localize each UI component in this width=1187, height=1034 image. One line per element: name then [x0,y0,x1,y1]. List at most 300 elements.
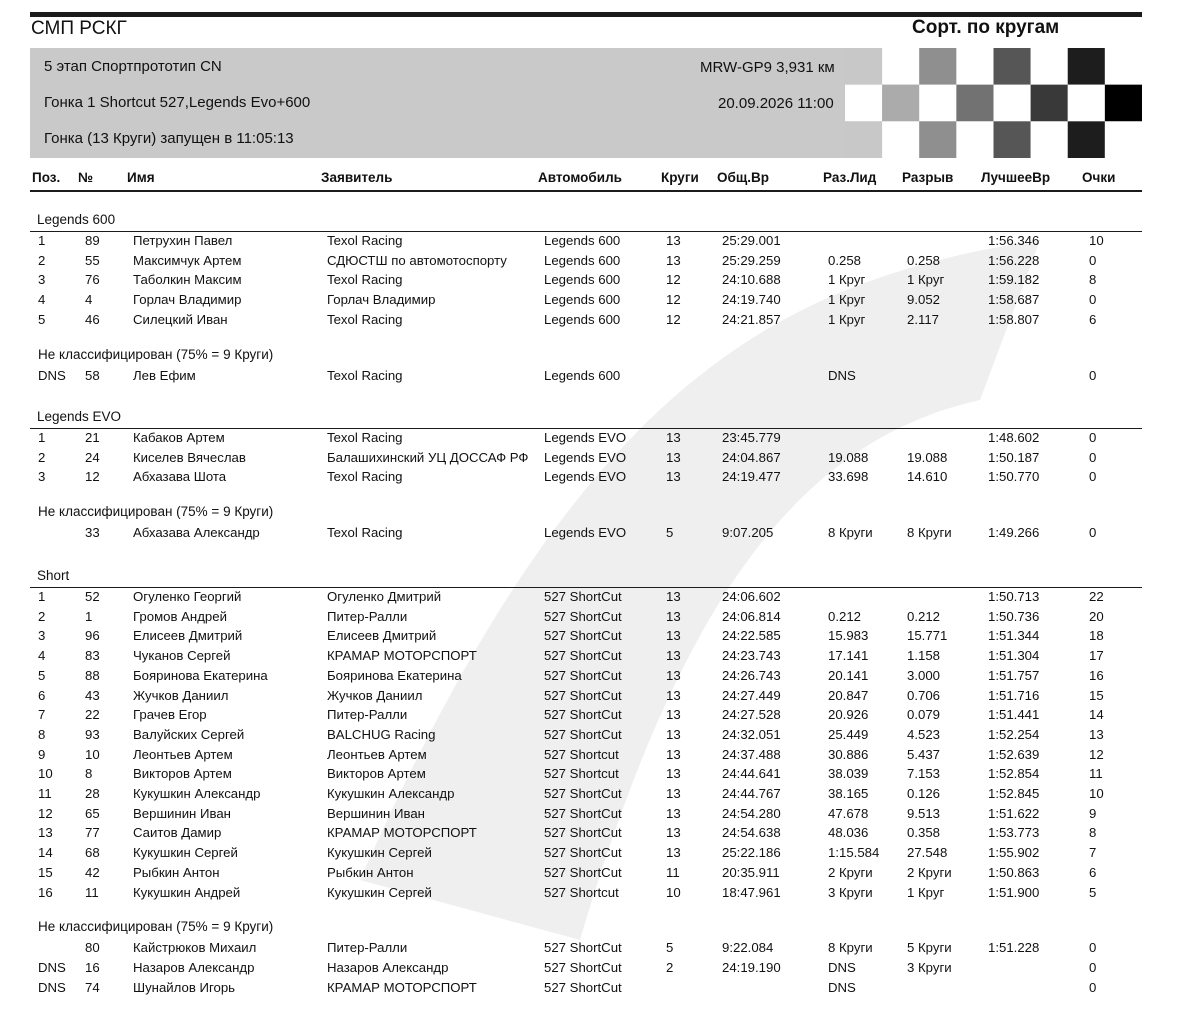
cell-car: 527 ShortCut [544,608,622,624]
cell-driver: Леонтьев Артем [133,746,233,762]
cell-driver: Кукушкин Андрей [133,884,241,900]
cell-entrant: Рыбкин Антон [327,864,414,880]
cell-total-time: 24:10.688 [722,272,781,288]
cell-driver: Петрухин Павел [133,233,233,248]
cell-driver: Кукушкин Сергей [133,845,238,861]
cell-car: Legends 600 [544,292,621,308]
class-rule [30,231,1142,232]
cell-pos: 14 [38,845,53,861]
cell-best-lap: 1:51.304 [988,648,1040,664]
cell-points: 6 [1089,864,1097,880]
cell-total-time: 24:27.528 [722,707,781,723]
col-pos: Поз. [32,170,61,185]
cell-gap: 1.158 [907,648,941,664]
cell-laps: 13 [666,449,681,465]
cell-number: 21 [85,430,100,445]
cell-driver: Лев Ефим [133,367,196,383]
cell-driver: Бояринова Екатерина [133,667,268,683]
checker-square [1031,121,1068,158]
cell-entrant: Балашихинский УЦ ДОССАФ РФ [327,449,529,465]
cell-gap-leader: 0.212 [828,608,862,624]
cell-total-time: 24:54.638 [722,825,781,841]
not-classified-label: Не классифицирован (75% = 9 Круги) [38,346,274,362]
cell-entrant: Вершинин Иван [327,805,425,821]
checker-square [1068,121,1105,158]
cell-laps: 11 [666,864,680,880]
cell-laps: 5 [666,940,674,956]
result-row [0,825,1187,845]
cell-best-lap: 1:55.902 [988,845,1040,861]
cell-laps: 12 [666,292,681,308]
cell-gap-leader: 2 Круги [828,864,873,880]
cell-car: 527 ShortCut [544,864,622,880]
checker-square [919,48,956,85]
cell-car: Legends 600 [544,272,621,288]
cell-driver: Огуленко Георгий [133,589,242,604]
race-info-banner [30,48,1142,158]
cell-car: 527 ShortCut [544,786,622,801]
cell-best-lap: 1:52.854 [988,766,1040,782]
cell-gap-leader: DNS [828,979,856,995]
cell-car: Legends 600 [544,367,621,383]
cell-number: 93 [85,726,100,742]
cell-pos: 10 [38,766,53,782]
cell-points: 5 [1089,884,1097,900]
cell-best-lap: 1:52.639 [988,746,1040,762]
cell-gap-leader: 38.039 [828,766,869,782]
cell-gap: 5.437 [907,746,941,762]
cell-entrant: Горлач Владимир [327,292,436,308]
cell-entrant: Елисеев Дмитрий [327,628,437,644]
cell-car: 527 ShortCut [544,707,622,723]
col-number: № [78,170,94,185]
cell-points: 8 [1089,825,1097,841]
cell-laps: 13 [666,648,681,664]
cell-number: 4 [85,292,93,308]
cell-pos: DNS [38,979,66,995]
cell-laps: 13 [666,726,681,742]
cell-laps: 13 [666,252,681,268]
cell-driver: Шунайлов Игорь [133,979,236,995]
cell-points: 15 [1089,687,1104,703]
cell-gap-leader: 3 Круги [828,884,873,900]
cell-gap: 0.706 [907,687,941,703]
cell-gap: 4.523 [907,726,941,742]
result-row [0,272,1187,292]
not-classified-label: Не классифицирован (75% = 9 Круги) [38,504,274,520]
cell-gap-leader: DNS [828,367,856,383]
cell-gap-leader: 20.847 [828,687,869,703]
not-classified-row [0,960,1187,980]
cell-number: 43 [85,687,100,703]
cell-best-lap: 1:56.346 [988,233,1040,248]
cell-car: Legends EVO [544,449,627,465]
cell-points: 13 [1089,726,1104,742]
cell-total-time: 24:22.585 [722,628,781,644]
cell-entrant: Texol Racing [327,367,403,383]
cell-number: 11 [85,884,99,900]
cell-driver: Киселев Вячеслав [133,449,246,465]
result-row [0,233,1187,253]
cell-number: 65 [85,805,100,821]
cell-gap-leader: 20.926 [828,707,869,723]
cell-gap-leader: 33.698 [828,469,869,485]
cell-entrant: Texol Racing [327,430,403,445]
cell-entrant: Бояринова Екатерина [327,667,462,683]
col-car: Автомобиль [538,170,622,185]
cell-pos: 8 [38,726,46,742]
cell-best-lap: 1:51.344 [988,628,1040,644]
cell-driver: Грачев Егор [133,707,207,723]
cell-entrant: BALCHUG Racing [327,726,436,742]
cell-points: 0 [1089,430,1097,445]
cell-best-lap: 1:49.266 [988,525,1040,541]
cell-gap-leader: DNS [828,959,856,975]
cell-best-lap: 1:51.622 [988,805,1040,821]
cell-total-time: 25:22.186 [722,845,781,861]
cell-car: Legends 600 [544,252,621,268]
cell-laps: 13 [666,746,681,762]
cell-pos: 3 [38,272,46,288]
cell-pos: 2 [38,252,46,268]
cell-total-time: 24:04.867 [722,449,781,465]
result-row [0,766,1187,786]
cell-pos: 3 [38,469,46,485]
cell-best-lap: 1:51.441 [988,707,1040,723]
result-row [0,865,1187,885]
class-title: Legends EVO [37,409,122,424]
cell-gap: 15.771 [907,628,948,644]
cell-pos: 16 [38,884,53,900]
cell-total-time: 24:06.602 [722,589,781,604]
cell-number: 16 [85,959,100,975]
cell-total-time: 25:29.001 [722,233,781,248]
cell-car: Legends EVO [544,430,627,445]
cell-gap: 0.212 [907,608,941,624]
cell-gap-leader: 1 Круг [828,311,866,327]
cell-laps: 13 [666,707,681,723]
cell-total-time: 24:44.641 [722,766,781,782]
cell-best-lap: 1:52.254 [988,726,1040,742]
col-gap: Разрыв [902,170,954,185]
cell-gap: 0.258 [907,252,941,268]
cell-pos: 12 [38,805,53,821]
cell-number: 1 [85,608,93,624]
cell-pos: 13 [38,825,53,841]
race-name: Гонка 1 Shortcut 527,Legends Evo+600 [44,94,311,111]
event-name: 5 этап Спортпрототип CN [44,58,222,75]
cell-pos: 7 [38,707,46,723]
cell-points: 6 [1089,311,1097,327]
cell-entrant: Texol Racing [327,233,403,248]
cell-best-lap: 1:51.757 [988,667,1040,683]
table-header [30,168,1142,192]
cell-points: 14 [1089,707,1104,723]
cell-number: 10 [85,746,100,762]
col-gap-leader: Раз.Лид [823,170,877,185]
cell-points: 0 [1089,449,1097,465]
cell-entrant: КРАМАР МОТОРСПОРТ [327,648,477,664]
cell-number: 89 [85,233,100,248]
cell-gap-leader: 8 Круги [828,940,873,956]
cell-car: 527 ShortCut [544,648,622,664]
cell-pos: 6 [38,687,46,703]
result-row [0,747,1187,767]
cell-total-time: 24:26.743 [722,667,781,683]
cell-total-time: 25:29.259 [722,252,781,268]
cell-points: 0 [1089,252,1097,268]
cell-number: 42 [85,864,100,880]
cell-points: 9 [1089,805,1097,821]
cell-laps: 13 [666,628,681,644]
checker-square [956,85,993,122]
cell-car: 527 ShortCut [544,667,622,683]
cell-car: 527 ShortCut [544,959,622,975]
cell-driver: Максимчук Артем [133,252,242,268]
cell-car: 527 ShortCut [544,589,622,604]
cell-gap: 3 Круги [907,959,952,975]
checker-square [919,85,956,122]
cell-car: 527 ShortCut [544,726,622,742]
cell-driver: Елисеев Дмитрий [133,628,243,644]
cell-points: 12 [1089,746,1104,762]
cell-gap-leader: 20.141 [828,667,869,683]
cell-number: 22 [85,707,100,723]
cell-total-time: 24:06.814 [722,608,781,624]
cell-pos: 2 [38,449,46,465]
cell-driver: Валуйских Сергей [133,726,245,742]
cell-number: 96 [85,628,100,644]
cell-laps: 2 [666,959,674,975]
cell-gap: 1 Круг [907,272,945,288]
cell-driver: Кукушкин Александр [133,786,261,801]
result-row [0,589,1187,609]
cell-laps: 13 [666,469,681,485]
result-row [0,806,1187,826]
col-laps: Круги [661,170,699,185]
cell-best-lap: 1:58.807 [988,311,1040,327]
cell-points: 22 [1089,589,1104,604]
cell-total-time: 9:22.084 [722,940,774,956]
col-name: Имя [127,170,155,185]
cell-gap-leader: 19.088 [828,449,869,465]
cell-points: 0 [1089,469,1097,485]
cell-laps: 13 [666,845,681,861]
col-points: Очки [1082,170,1116,185]
class-rule [30,428,1142,429]
cell-gap: 19.088 [907,449,948,465]
cell-car: Legends EVO [544,469,627,485]
cell-laps: 10 [666,884,681,900]
cell-number: 55 [85,252,100,268]
cell-pos: 11 [38,786,52,801]
not-classified-row [0,980,1187,1000]
cell-number: 52 [85,589,100,604]
result-row [0,253,1187,273]
cell-best-lap: 1:56.228 [988,252,1040,268]
cell-gap-leader: 17.141 [828,648,869,664]
cell-car: 527 ShortCut [544,825,622,841]
cell-total-time: 24:19.477 [722,469,781,485]
race-start: Гонка (13 Круги) запущен в 11:05:13 [44,130,294,147]
cell-number: 58 [85,367,100,383]
cell-entrant: КРАМАР МОТОРСПОРТ [327,825,477,841]
cell-driver: Назаров Александр [133,959,255,975]
cell-number: 77 [85,825,100,841]
cell-number: 76 [85,272,100,288]
cell-entrant: Texol Racing [327,311,403,327]
cell-laps: 13 [666,233,681,248]
result-row [0,885,1187,905]
not-classified-label: Не классифицирован (75% = 9 Круги) [38,919,274,935]
cell-driver: Кайстрюков Михаил [133,940,257,956]
checker-square [1068,85,1105,122]
cell-gap: 7.153 [907,766,941,782]
result-row [0,786,1187,806]
cell-car: 527 Shortcut [544,766,619,782]
cell-driver: Абхазава Шота [133,469,227,485]
not-classified-row [0,940,1187,960]
checker-square [882,85,919,122]
cell-total-time: 24:21.857 [722,311,781,327]
cell-points: 8 [1089,272,1097,288]
cell-car: 527 ShortCut [544,628,622,644]
cell-points: 0 [1089,525,1097,541]
cell-pos: 4 [38,648,46,664]
sort-title: Сорт. по кругам [912,17,1060,38]
cell-pos: 1 [38,233,46,248]
cell-number: 33 [85,525,100,541]
cell-entrant: Леонтьев Артем [327,746,427,762]
cell-driver: Громов Андрей [133,608,227,624]
result-row [0,430,1187,450]
cell-total-time: 24:54.280 [722,805,781,821]
cell-gap-leader: 0.258 [828,252,862,268]
cell-gap: 0.079 [907,707,941,723]
cell-number: 74 [85,979,100,995]
cell-laps: 13 [666,805,681,821]
cell-entrant: Викторов Артем [327,766,426,782]
cell-total-time: 24:37.488 [722,746,781,762]
cell-driver: Рыбкин Антон [133,864,220,880]
cell-points: 18 [1089,628,1104,644]
cell-driver: Горлач Владимир [133,292,242,308]
checker-square [994,48,1031,85]
track-info: MRW-GP9 3,931 км [700,59,835,76]
cell-pos: 2 [38,608,46,624]
cell-points: 10 [1089,786,1104,801]
cell-gap: 9.513 [907,805,941,821]
result-row [0,450,1187,470]
cell-car: Legends 600 [544,233,621,248]
result-row [0,469,1187,489]
cell-gap: 0.126 [907,786,941,801]
checker-square [1105,121,1142,158]
cell-points: 0 [1089,940,1097,956]
cell-points: 16 [1089,667,1104,683]
cell-car: 527 ShortCut [544,979,622,995]
cell-gap-leader: 38.165 [828,786,869,801]
result-row [0,727,1187,747]
checker-square [994,121,1031,158]
cell-car: Legends 600 [544,311,621,327]
cell-gap: 27.548 [907,845,948,861]
checker-square [845,85,882,122]
cell-best-lap: 1:53.773 [988,825,1040,841]
cell-number: 46 [85,311,100,327]
cell-points: 0 [1089,367,1097,383]
cell-entrant: Питер-Ралли [327,940,408,956]
col-entrant: Заявитель [321,170,393,185]
cell-pos: 1 [38,589,46,604]
cell-gap: 5 Круги [907,940,952,956]
cell-best-lap: 1:50.187 [988,449,1040,465]
cell-best-lap: 1:51.228 [988,940,1040,956]
not-classified-row [0,525,1187,545]
result-row [0,628,1187,648]
checker-square [994,85,1031,122]
not-classified-row [0,368,1187,388]
cell-laps: 13 [666,786,681,801]
organization-title: СМП РСКГ [31,18,127,39]
cell-total-time: 20:35.911 [722,864,780,880]
result-row [0,609,1187,629]
cell-entrant: Texol Racing [327,469,403,485]
cell-laps: 13 [666,608,681,624]
cell-entrant: Texol Racing [327,272,403,288]
cell-entrant: СДЮСТШ по автомотоспорту [327,252,507,268]
cell-pos: 5 [38,311,46,327]
cell-pos: 5 [38,667,46,683]
cell-driver: Кабаков Артем [133,430,225,445]
race-datetime: 20.09.2026 11:00 [718,95,834,112]
cell-entrant: Назаров Александр [327,959,449,975]
checker-square [845,48,882,85]
cell-gap-leader: 47.678 [828,805,869,821]
cell-driver: Жучков Даниил [133,687,229,703]
cell-number: 83 [85,648,100,664]
cell-total-time: 18:47.961 [722,884,781,900]
result-row [0,312,1187,332]
checker-square [1105,48,1142,85]
cell-entrant: Кукушкин Сергей [327,845,432,861]
cell-driver: Силецкий Иван [133,311,228,327]
cell-pos: 1 [38,430,46,445]
cell-gap-leader: 1:15.584 [828,845,880,861]
cell-laps: 12 [666,272,681,288]
cell-laps: 13 [666,667,681,683]
cell-gap-leader: 30.886 [828,746,869,762]
cell-laps: 5 [666,525,674,541]
cell-total-time: 24:44.767 [722,786,781,801]
cell-gap-leader: 15.983 [828,628,869,644]
cell-laps: 13 [666,589,681,604]
checker-square [919,121,956,158]
cell-car: 527 ShortCut [544,805,622,821]
cell-entrant: Питер-Ралли [327,608,408,624]
checker-square [956,48,993,85]
checker-square [1068,48,1105,85]
class-title: Short [37,568,70,583]
cell-number: 8 [85,766,93,782]
cell-best-lap: 1:59.182 [988,272,1040,288]
cell-entrant: Кукушкин Александр [327,786,455,801]
checker-square [1105,85,1142,122]
cell-pos: 3 [38,628,46,644]
cell-best-lap: 1:51.716 [988,687,1040,703]
cell-car: 527 Shortcut [544,746,619,762]
cell-points: 20 [1089,608,1104,624]
